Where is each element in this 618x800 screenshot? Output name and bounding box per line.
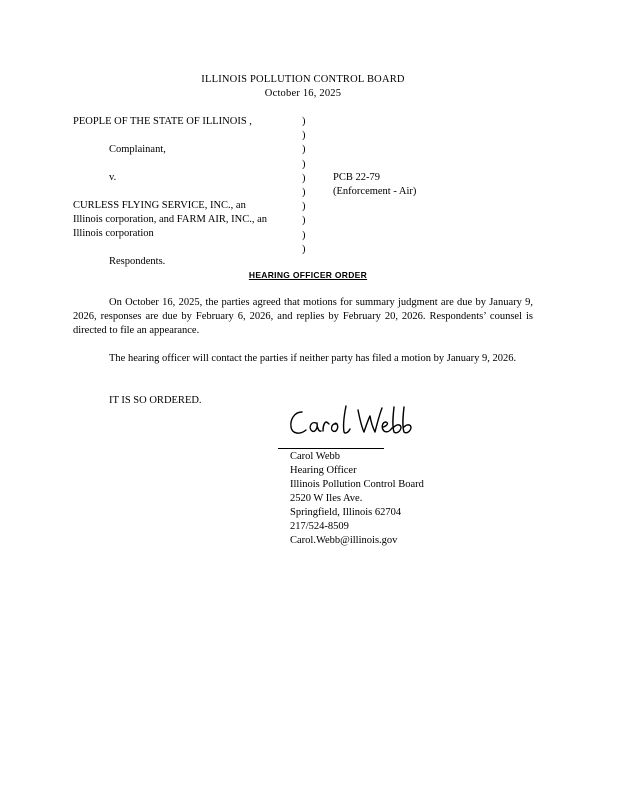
caption-paren: ) (302, 144, 306, 156)
defendant-line-3: Illinois corporation (73, 228, 154, 239)
plaintiff-name: PEOPLE OF THE STATE OF ILLINOIS , (73, 116, 252, 127)
case-info (333, 171, 416, 199)
signer-title: Hearing Officer (290, 465, 357, 476)
caption-paren: ) (302, 186, 306, 198)
signer-street-address: 2520 W Iles Ave. (290, 493, 363, 504)
signature-block (290, 450, 424, 548)
order-heading: HEARING OFFICER ORDER (248, 270, 368, 280)
caption-paren: ) (302, 243, 306, 255)
case-type: (Enforcement - Air) (333, 186, 417, 197)
versus-label: v. (109, 172, 117, 183)
plaintiff-role: Complainant, (109, 144, 166, 155)
signature-line (278, 448, 384, 449)
order-paragraph-1: On October 16, 2025, the parties agreed that motions for summary judgment are due by January 9, 2026, responses are due by February 6, 2026, and replies by February 20, 2026. Respondents’ counsel is directed to file an appearance. (73, 297, 533, 336)
signer-phone: 217/524-8509 (290, 521, 349, 532)
caption-paren: ) (302, 229, 306, 241)
signer-organization: Illinois Pollution Control Board (290, 479, 424, 490)
caption-paren: ) (302, 116, 306, 127)
caption-parentheses (302, 115, 306, 257)
defendant-line-2: Illinois corporation, and FARM AIR, INC., an (73, 214, 268, 225)
caption-paren: ) (302, 172, 306, 184)
caption-paren: ) (302, 201, 306, 213)
handwritten-signature (288, 402, 418, 442)
defendant-role: Respondents. (109, 256, 166, 267)
closing-statement: IT IS SO ORDERED. (109, 395, 202, 406)
order-date: October 16, 2025 (264, 88, 342, 99)
caption-paren: ) (302, 158, 306, 170)
agency-title: ILLINOIS POLLUTION CONTROL BOARD (201, 74, 405, 85)
defendant-line-1: CURLESS FLYING SERVICE, INC., an (73, 200, 246, 211)
order-paragraph-2: The hearing officer will contact the parties if neither party has filed a motion by January 9, 2026. (109, 353, 517, 364)
signer-city-address: Springfield, Illinois 62704 (290, 507, 402, 518)
case-number: PCB 22-79 (333, 172, 380, 183)
caption-paren: ) (302, 130, 306, 142)
caption-paren: ) (302, 215, 306, 227)
signer-name: Carol Webb (290, 451, 340, 462)
signer-email: Carol.Webb@illinois.gov (290, 535, 398, 546)
